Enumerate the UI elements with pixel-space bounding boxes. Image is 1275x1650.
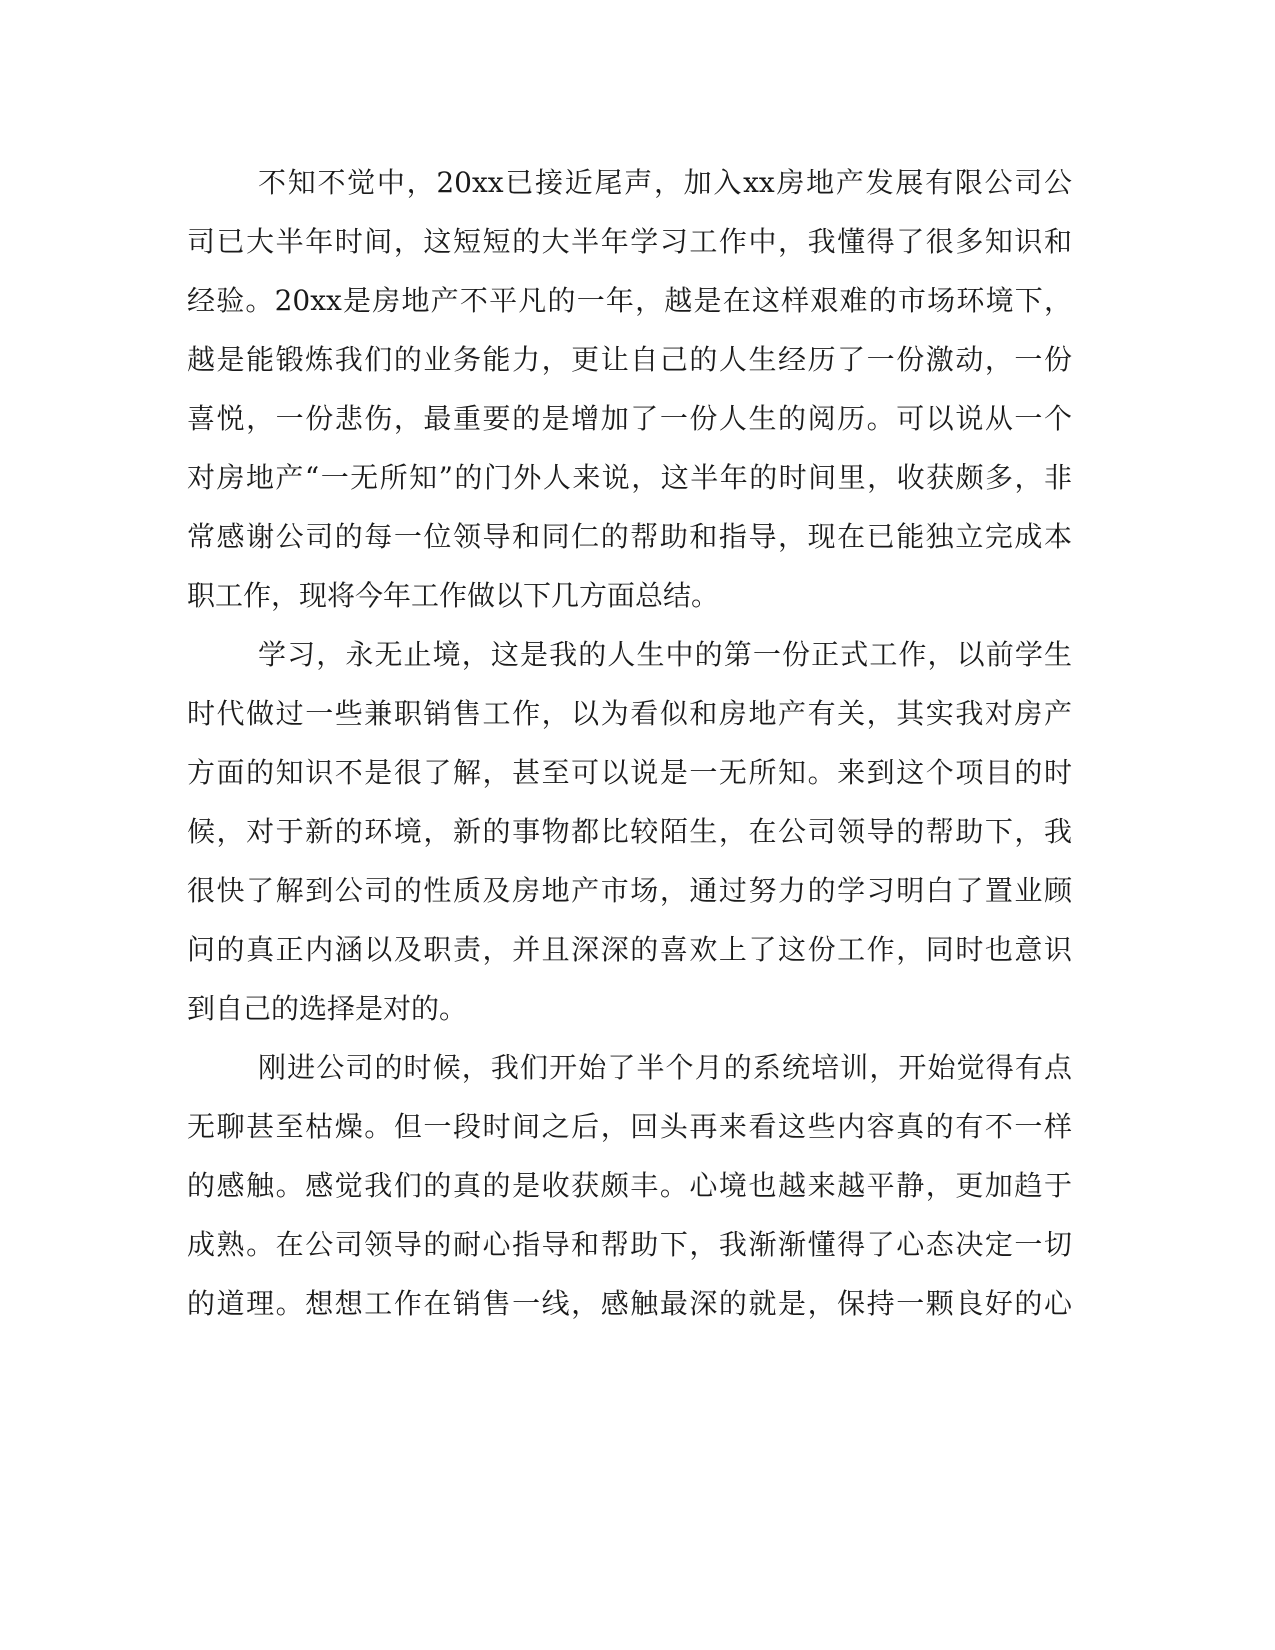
paragraph-2-line-1: 学习，永无止境，这是我的人生中的第一份正式工作，以前学生	[258, 638, 1072, 671]
paragraph-1-line-2: 司已大半年时间，这短短的大半年学习工作中，我懂得了很多知识和	[187, 225, 1072, 258]
paragraph-2-line-4: 候，对于新的环境，新的事物都比较陌生，在公司领导的帮助下，我	[187, 815, 1072, 848]
paragraph-1-line-1: 不知不觉中，20xx已接近尾声，加入xx房地产发展有限公司公	[258, 166, 1072, 199]
paragraph-2-line-5: 很快了解到公司的性质及房地产市场，通过努力的学习明白了置业顾	[187, 874, 1072, 907]
paragraph-3-line-5: 的道理。想想工作在销售一线，感触最深的就是，保持一颗良好的心	[187, 1287, 1072, 1320]
paragraph-1-line-3: 经验。20xx是房地产不平凡的一年，越是在这样艰难的市场环境下，	[187, 284, 1072, 317]
paragraph-3-line-2: 无聊甚至枯燥。但一段时间之后，回头再来看这些内容真的有不一样	[187, 1110, 1072, 1143]
paragraph-2-line-3: 方面的知识不是很了解，甚至可以说是一无所知。来到这个项目的时	[187, 756, 1072, 789]
paragraph-1-line-6: 对房地产“一无所知”的门外人来说，这半年的时间里，收获颇多，非	[187, 461, 1072, 494]
paragraph-3-line-1: 刚进公司的时候，我们开始了半个月的系统培训，开始觉得有点	[258, 1051, 1072, 1084]
paragraph-1-line-7: 常感谢公司的每一位领导和同仁的帮助和指导，现在已能独立完成本	[187, 520, 1072, 553]
paragraph-3-line-3: 的感触。感觉我们的真的是收获颇丰。心境也越来越平静，更加趋于	[187, 1169, 1072, 1202]
paragraph-2-line-2: 时代做过一些兼职销售工作，以为看似和房地产有关，其实我对房产	[187, 697, 1072, 730]
paragraph-1-line-4: 越是能锻炼我们的业务能力，更让自己的人生经历了一份激动，一份	[187, 343, 1072, 376]
paragraph-1-line-5: 喜悦，一份悲伤，最重要的是增加了一份人生的阅历。可以说从一个	[187, 402, 1072, 435]
paragraph-2-line-7: 到自己的选择是对的。	[187, 992, 468, 1025]
paragraph-1-line-8: 职工作，现将今年工作做以下几方面总结。	[187, 579, 720, 612]
paragraph-2-line-6: 问的真正内涵以及职责，并且深深的喜欢上了这份工作，同时也意识	[187, 933, 1072, 966]
paragraph-3-line-4: 成熟。在公司领导的耐心指导和帮助下，我渐渐懂得了心态决定一切	[187, 1228, 1072, 1261]
